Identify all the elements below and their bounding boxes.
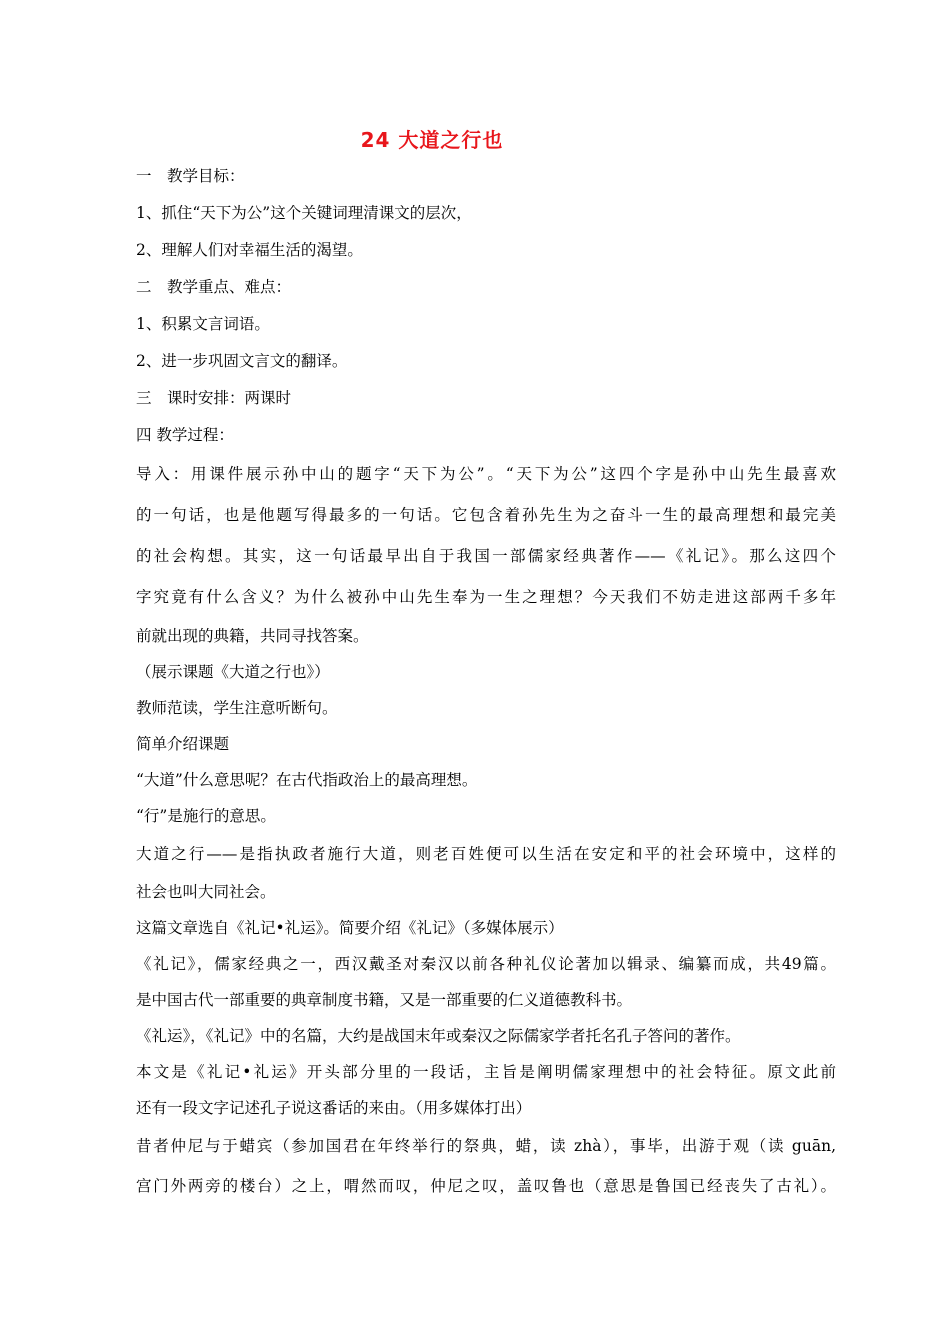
objective-item-1: 1、抓住“天下为公”这个关键词理清课文的层次， bbox=[136, 204, 472, 222]
section-heading-process: 四 教学过程： bbox=[136, 426, 234, 444]
section-heading-key-points: 二 教学重点、难点： bbox=[136, 278, 292, 296]
paragraph-line: 简单介绍课题 bbox=[136, 735, 230, 753]
objective-item-2: 2、理解人们对幸福生活的渴望。 bbox=[136, 241, 363, 259]
paragraph-line: 是中国古代一部重要的典章制度书籍，又是一部重要的仁义道德教科书。 bbox=[136, 991, 633, 1009]
paragraph-line: 字究竟有什么含义？为什么被孙中山先生奉为一生之理想？今天我们不妨走进这部两千多年 bbox=[136, 588, 836, 606]
paragraph-line: “行”是施行的意思。 bbox=[136, 807, 276, 825]
paragraph-line: 教师范读，学生注意听断句。 bbox=[136, 699, 338, 717]
paragraph-line: 还有一段文字记述孔子说这番话的来由。（用多媒体打出） bbox=[136, 1099, 532, 1117]
paragraph-line: 的社会构想。其实，这一句话最早出自于我国一部儒家经典著作——《礼记》。那么这四个 bbox=[136, 547, 836, 565]
section-heading-schedule: 三 课时安排：两课时 bbox=[136, 389, 292, 407]
paragraph-line: 《礼运》，《礼记》中的名篇，大约是战国末年或秦汉之际儒家学者托名孔子答问的著作。 bbox=[136, 1027, 741, 1045]
paragraph-line: 大道之行——是指执政者施行大道，则老百姓便可以生活在安定和平的社会环境中，这样的 bbox=[136, 845, 836, 863]
paragraph-line: 社会也叫大同社会。 bbox=[136, 883, 276, 901]
document-title: 24 大道之行也 bbox=[360, 128, 504, 152]
paragraph-line: 宫门外两旁的楼台）之上，喟然而叹，仲尼之叹，盖叹鲁也（意思是鲁国已经丧失了古礼）。 bbox=[136, 1177, 836, 1195]
paragraph-line: （展示课题《大道之行也》） bbox=[136, 663, 330, 681]
paragraph-line: 导入：用课件展示孙中山的题字“天下为公”。“天下为公”这四个字是孙中山先生最喜欢 bbox=[136, 465, 836, 483]
paragraph-line: 本文是《礼记•礼运》开头部分里的一段话，主旨是阐明儒家理想中的社会特征。原文此前 bbox=[136, 1063, 836, 1081]
paragraph-line: 《礼记》，儒家经典之一，西汉戴圣对秦汉以前各种礼仪论著加以辑录、编纂而成，共49篇。 bbox=[136, 955, 836, 973]
section-heading-objectives: 一 教学目标： bbox=[136, 167, 245, 185]
key-point-item-2: 2、进一步巩固文言文的翻译。 bbox=[136, 352, 348, 370]
paragraph-line: 昔者仲尼与于蜡宾（参加国君在年终举行的祭典，蜡，读 zhà），事毕，出游于观（读 guān, bbox=[136, 1137, 836, 1155]
paragraph-line: 这篇文章选自《礼记•礼运》。简要介绍《礼记》（多媒体展示） bbox=[136, 919, 564, 937]
paragraph-line: 前就出现的典籍，共同寻找答案。 bbox=[136, 627, 369, 645]
paragraph-line: “大道”什么意思呢？在古代指政治上的最高理想。 bbox=[136, 771, 478, 789]
document-body bbox=[136, 158, 836, 1206]
paragraph-line: 的一句话，也是他题写得最多的一句话。它包含着孙先生为之奋斗一生的最高理想和最完美 bbox=[136, 506, 836, 524]
key-point-item-1: 1、积累文言词语。 bbox=[136, 315, 270, 333]
